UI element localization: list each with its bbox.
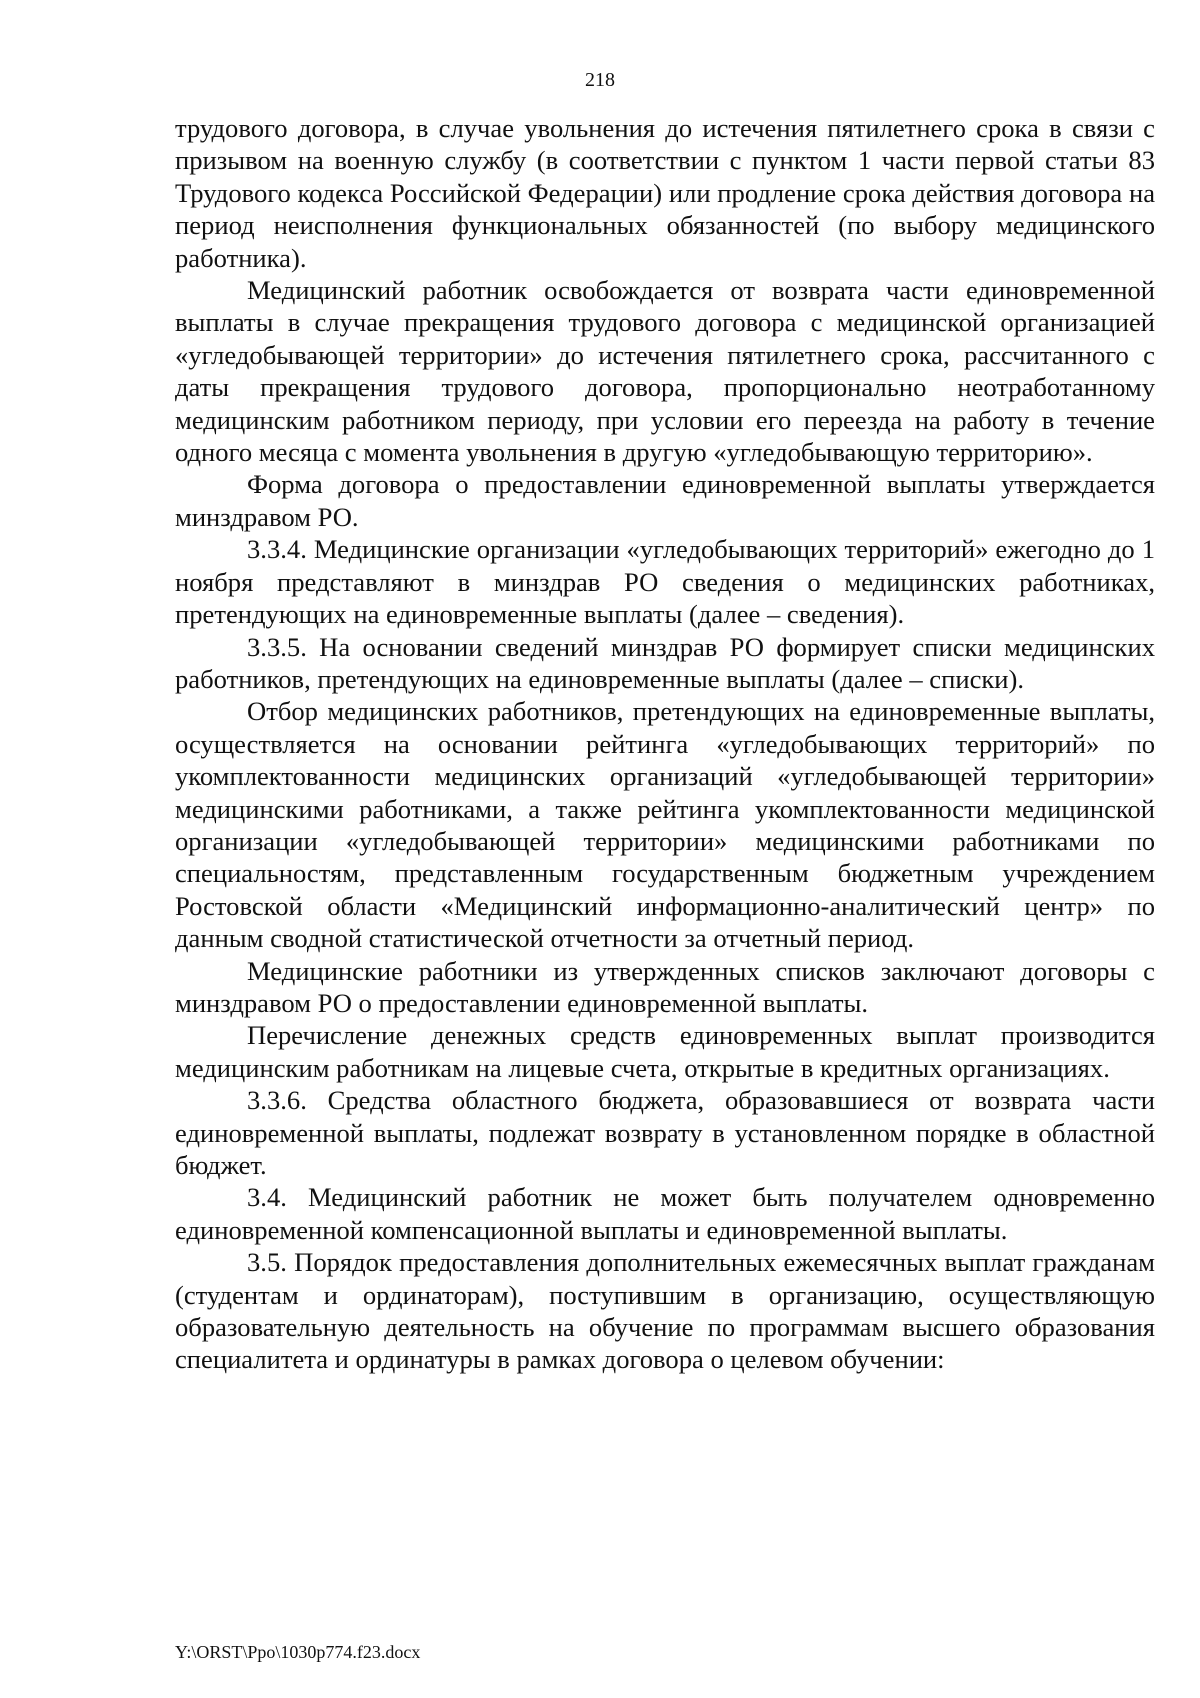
paragraph-exemption-refund: Медицинский работник освобождается от возврата части единовременной выплаты в случае прекращения трудового договора с медицинской организацией «угледобывающей территории» до истечения пятилетнего срока, рассчитанного с даты прекращения трудового договора, пропорционально неотработанному медицинским работником периоду, при условии его переезда на работу в течение одного месяца с момента увольнения в другую «угледобывающую территорию».: [175, 275, 1155, 468]
paragraph-3-3-4: 3.3.4. Медицинские организации «угледобывающих территорий» ежегодно до 1 ноября представляют в минздрав РО сведения о медицинских работниках, претендующих на единовременные выплаты (далее – сведения).: [175, 534, 1155, 630]
footer-file-path: Y:\ORST\Ppo\1030p774.f23.docx: [175, 1642, 421, 1662]
document-body: [175, 112, 1155, 1376]
paragraph-3-3-5: 3.3.5. На основании сведений минздрав РО формирует списки медицинских работников, претендующих на единовременные выплаты (далее – списки).: [175, 631, 1155, 694]
paragraph-contract-form: Форма договора о предоставлении единовременной выплаты утверждается минздравом РО.: [175, 469, 1155, 532]
paragraph-contracts: Медицинские работники из утвержденных списков заключают договоры с минздравом РО о предоставлении единовременной выплаты.: [175, 955, 1155, 1018]
paragraph-continuation: трудового договора, в случае увольнения до истечения пятилетнего срока в связи с призывом на военную службу (в соответствии с пунктом 1 части первой статьи 83 Трудового кодекса Российской Федерации) или продление срока действия договора на период неисполнения функциональных обязанностей (по выбору медицинского работника).: [175, 113, 1155, 273]
paragraph-3-5: 3.5. Порядок предоставления дополнительных ежемесячных выплат гражданам (студентам и ординаторам), поступившим в организацию, осуществляющую образовательную деятельность на обучение по программам высшего образования специалитета и ординатуры в рамках договора о целевом обучении:: [175, 1247, 1155, 1375]
paragraph-selection: Отбор медицинских работников, претендующих на единовременные выплаты, осуществляется на основании рейтинга «угледобывающих территорий» по укомплектованности медицинских организаций «угледобывающей территории» медицинскими работниками, а также рейтинга укомплектованности медицинской организации «угледобывающей территории» медицинскими работниками по специальностям, представленным государственным бюджетным учреждением Ростовской области «Медицинский информационно-аналитический центр» по данным сводной статистической отчетности за отчетный период.: [175, 696, 1155, 954]
paragraph-transfer: Перечисление денежных средств единовременных выплат производится медицинским работникам на лицевые счета, открытые в кредитных организациях.: [175, 1020, 1155, 1083]
paragraph-3-3-6: 3.3.6. Средства областного бюджета, образовавшиеся от возврата части единовременной выплаты, подлежат возврату в установленном порядке в областной бюджет.: [175, 1085, 1155, 1180]
paragraph-3-4: 3.4. Медицинский работник не может быть получателем одновременно единовременной компенсационной выплаты и единовременной выплаты.: [175, 1182, 1155, 1245]
page-number: 218: [585, 69, 615, 91]
